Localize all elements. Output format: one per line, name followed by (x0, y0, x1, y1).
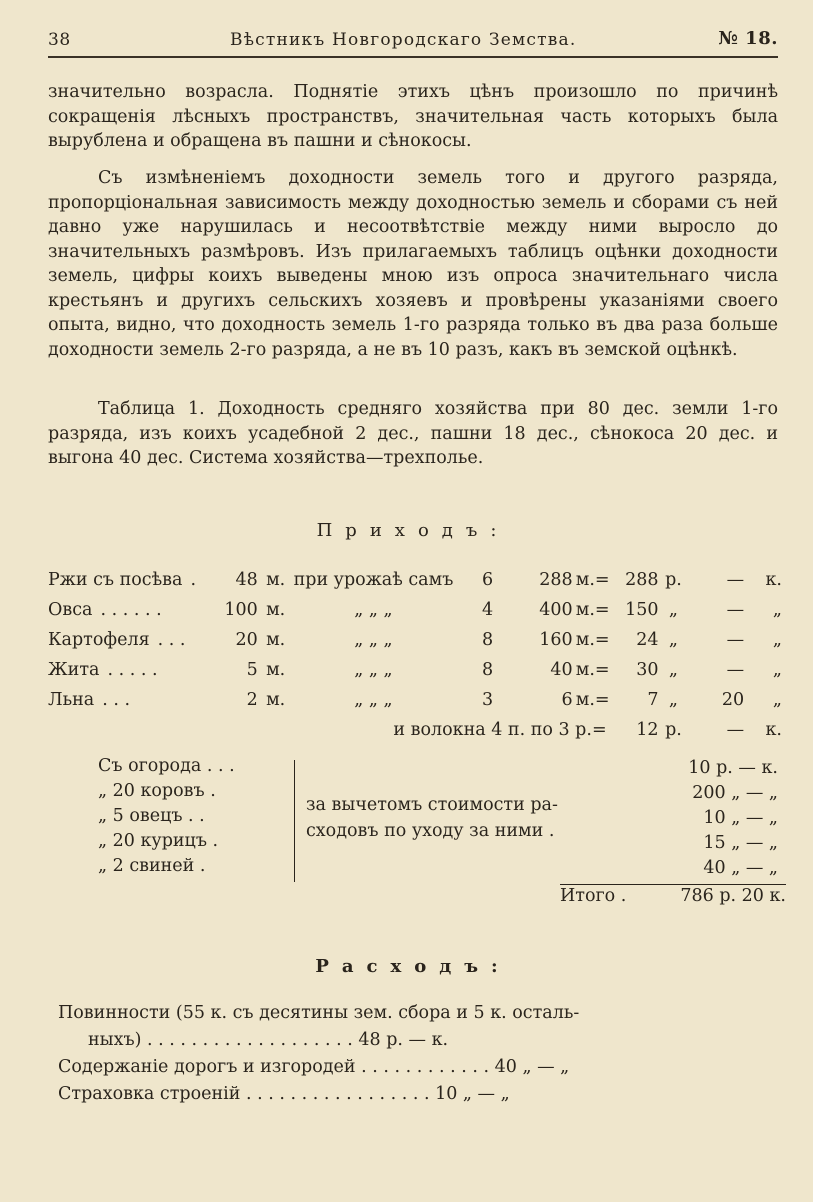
income-kop: — (726, 600, 745, 620)
livestock-value: 15 „ — „ (703, 833, 778, 853)
income-kop: — (726, 570, 745, 590)
total-label: Итого . (560, 886, 627, 906)
income-unit: м. (266, 630, 286, 650)
income-phrase: „ „ „ (354, 600, 393, 620)
income-r-unit: „ (668, 600, 678, 620)
livestock-note (306, 792, 558, 844)
total-value: 786 р. 20 к. (680, 886, 786, 906)
income-tunit: м.= (575, 600, 610, 620)
income-yield: 8 (481, 630, 494, 650)
income-kop: 20 (721, 690, 745, 710)
income-item-dots: . . . . . (107, 660, 158, 680)
livestock-item: „ 20 коровъ . (98, 781, 216, 801)
income-kop: — (726, 660, 745, 680)
income-row (48, 685, 782, 715)
brace-left (286, 760, 295, 882)
livestock-item: „ 2 свиней . (98, 856, 206, 876)
paragraph-2 (48, 166, 778, 362)
income-total: 400 (539, 600, 573, 620)
expenses-heading: Расходъ: (315, 956, 511, 977)
income-item-cell (48, 685, 200, 715)
income-tunit: м.= (575, 570, 610, 590)
income-item-name: Картофеля (48, 630, 150, 650)
income-item-cell (48, 625, 200, 655)
income-total: 160 (539, 630, 573, 650)
income-yield: 8 (481, 660, 494, 680)
income-item-cell (48, 595, 200, 625)
income-item-name: Льна (48, 690, 95, 710)
page-number: 38 (48, 30, 71, 50)
fiber-k-unit: к. (765, 720, 782, 740)
income-tunit: м.= (575, 630, 610, 650)
income-qty: 5 (246, 660, 258, 680)
livestock-item: „ 20 курицъ . (98, 831, 219, 851)
livestock-block (98, 756, 786, 906)
income-rub: 7 (647, 690, 659, 710)
income-phrase: „ „ „ (354, 660, 393, 680)
income-phrase: при урожаѣ самъ (293, 570, 454, 590)
livestock-item: „ 5 овецъ . . (98, 806, 205, 826)
paragraph-3-text: Таблица 1. Доходность средняго хозяйства при 80 дес. земли 1-го разряда, изъ коихъ усадебной 2 дес., пашни 18 дес., сѣнокоса 20 дес. и выгона 40 дес. Система хозяйства—трехполье. (48, 399, 778, 468)
issue-number: № 18. (718, 28, 778, 49)
income-tunit: м.= (575, 660, 610, 680)
livestock-note-line-2: сходовъ по уходу за ними . (306, 821, 555, 841)
income-k-unit: „ (772, 600, 782, 620)
running-header (48, 28, 778, 54)
income-qty: 48 (235, 570, 258, 590)
income-r-unit: „ (668, 660, 678, 680)
income-phrase: „ „ „ (354, 690, 393, 710)
income-qty: 100 (224, 600, 258, 620)
income-unit: м. (266, 690, 286, 710)
journal-title: Вѣстникъ Новгородскаго Земства. (230, 30, 577, 50)
income-qty: 2 (246, 690, 258, 710)
income-kop: — (726, 630, 745, 650)
income-item-dots: . . . (102, 690, 131, 710)
total-rule (560, 884, 786, 885)
income-rub: 24 (636, 630, 659, 650)
income-row (48, 625, 782, 655)
income-rub: 30 (636, 660, 659, 680)
income-r-unit: „ (668, 690, 678, 710)
income-row (48, 565, 782, 595)
livestock-value: 40 „ — „ (703, 858, 778, 878)
paragraph-1 (48, 80, 778, 154)
income-yield: 3 (481, 690, 494, 710)
livestock-note-line-1: за вычетомъ стоимости ра- (306, 795, 558, 815)
livestock-values (688, 756, 778, 881)
expense-line-1a: Повинности (55 к. съ десятины зем. сбора и 5 к. осталь- (58, 1003, 580, 1023)
income-row (48, 655, 782, 685)
income-item-name: Овса (48, 600, 93, 620)
income-item-dots: . . . (157, 630, 186, 650)
income-item-cell (48, 565, 200, 595)
income-item-dots: . (190, 570, 197, 590)
income-qty: 20 (235, 630, 258, 650)
income-heading: Приходъ: (316, 520, 510, 541)
income-k-unit: „ (772, 630, 782, 650)
fiber-rub: 12 (636, 720, 659, 740)
livestock-value: 10 „ — „ (703, 808, 778, 828)
income-item-name: Ржи съ посѣва (48, 570, 183, 590)
income-row (48, 595, 782, 625)
income-unit: м. (266, 570, 286, 590)
fiber-r-unit: р. (665, 720, 682, 740)
income-yield: 4 (481, 600, 494, 620)
paragraph-3 (48, 397, 778, 471)
income-k-unit: к. (765, 570, 782, 590)
livestock-value: 10 р. — к. (688, 758, 778, 778)
income-yield: 6 (481, 570, 494, 590)
income-k-unit: „ (772, 690, 782, 710)
income-item-dots: . . . . . . (100, 600, 162, 620)
income-phrase: „ „ „ (354, 630, 393, 650)
income-total: 40 (550, 660, 573, 680)
income-r-unit: „ (668, 630, 678, 650)
fiber-kop: — (726, 720, 745, 740)
expense-line-1b: ныхъ) . . . . . . . . . . . . . . . . . . . 48 р. — к. (88, 1030, 449, 1050)
income-r-unit: р. (665, 570, 682, 590)
income-tunit: м.= (575, 690, 610, 710)
income-unit: м. (266, 600, 286, 620)
income-total (560, 886, 786, 906)
income-item-name: Жита (48, 660, 100, 680)
expense-line-2: Содержаніе дорогъ и изгородей . . . . . . . . . . . . 40 „ — „ (58, 1057, 570, 1077)
livestock-value: 200 „ — „ (692, 783, 778, 803)
income-rub: 150 (625, 600, 659, 620)
income-unit: м. (266, 660, 286, 680)
header-rule (48, 56, 778, 58)
livestock-item: Съ огорода . . . (98, 756, 235, 776)
income-table (48, 565, 782, 745)
expense-line-3: Страховка строеній . . . . . . . . . . . . . . . . . 10 „ — „ (58, 1084, 510, 1104)
expenses-list (58, 1000, 782, 1108)
fiber-text: и волокна 4 п. по 3 р.= (393, 720, 607, 740)
fiber-row (48, 715, 782, 745)
paragraph-2-text: Съ измѣненіемъ доходности земель того и другого разряда, пропорціональная зависимость между доходностью земель и сборами съ ней давно уже нарушилась и несоотвѣтствіе между ними выросло до значительныхъ размѣровъ. Изъ прилагаемыхъ таблицъ оцѣнки доходности земель, цифры коихъ выведены мною изъ опроса значительнаго числа крестьянъ и другихъ сельскихъ хозяевъ и провѣрены указаніями своего опыта, видно, что доходность земель 1-го разряда только въ два раза больше доходности земель 2-го разряда, а не въ 10 разъ, какъ въ земской оцѣнкѣ. (48, 168, 778, 360)
income-k-unit: „ (772, 660, 782, 680)
income-total: 6 (561, 690, 573, 710)
income-item-cell (48, 655, 200, 685)
income-rub: 288 (625, 570, 659, 590)
paragraph-1-text: значительно возрасла. Поднятіе этихъ цѣнъ произошло по причинѣ сокращенія лѣсныхъ пространствъ, значительная часть которыхъ была вырублена и обращена въ пашни и сѣнокосы. (48, 82, 778, 151)
income-total: 288 (539, 570, 573, 590)
